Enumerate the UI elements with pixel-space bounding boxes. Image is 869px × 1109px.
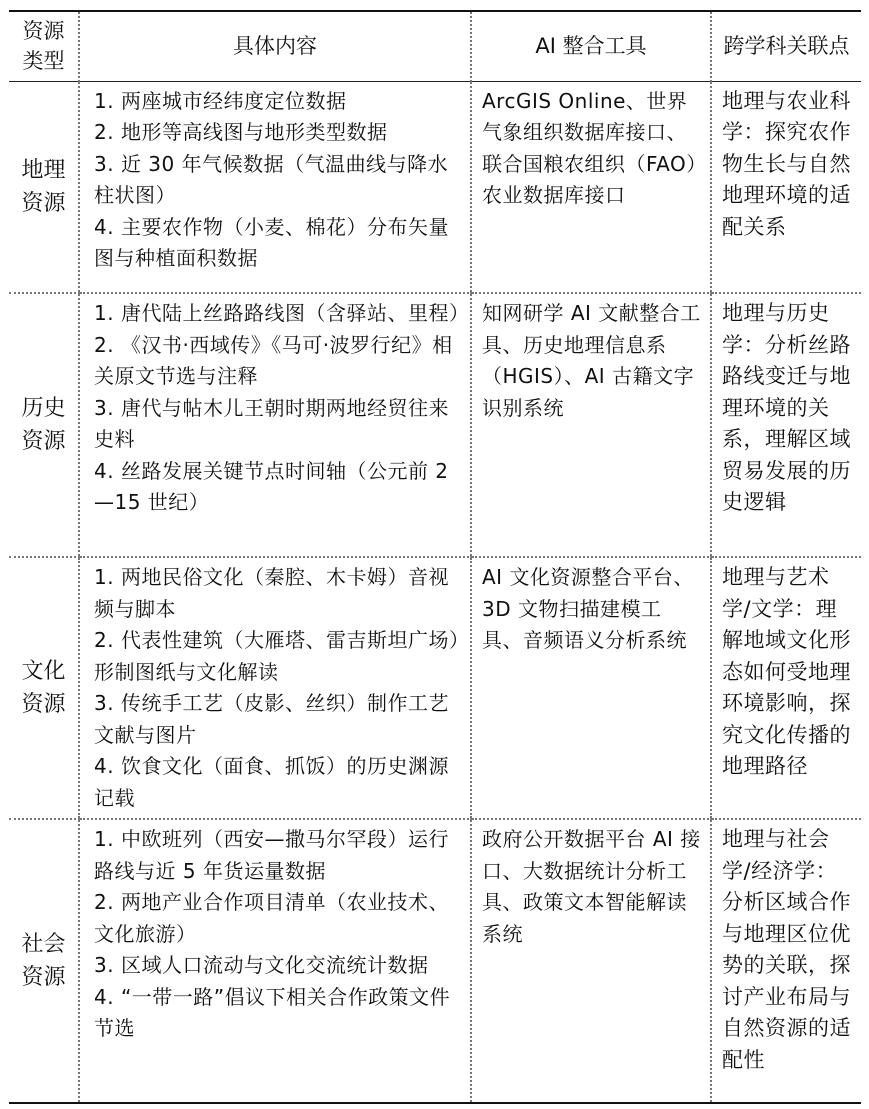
ai-tools-cell: 政府公开数据平台 AI 接口、大数据统计分析工具、政策文本智能解读系统 [471,819,711,1103]
content-item: 4. 主要农作物（小麦、棉花）分布矢量图与种植面积数据 [94,214,449,270]
header-content: 具体内容 [79,11,471,81]
content-cell [79,819,471,1103]
content-cell [79,557,471,819]
content-item: 4. 丝路发展关键节点时间轴（公元前 2—15 世纪） [94,458,449,514]
content-item: 3. 近 30 年气候数据（气温曲线与降水柱状图） [94,151,449,207]
header-resource-type: 资源类型 [9,11,79,81]
header-interdisciplinary: 跨学科关联点 [711,11,861,81]
interdisciplinary-cell: 地理与社会学/经济学：分析区域合作与地理区位优势的关联，探讨产业布局与自然资源的适配性 [711,819,861,1103]
interdisciplinary-cell: 地理与农业科学：探究农作物生长与自然地理环境的适配关系 [711,81,861,293]
content-cell [79,293,471,557]
resource-type-cell: 历史资源 [9,293,79,557]
resource-type-cell: 文化资源 [9,557,79,819]
table-row [9,819,861,1103]
content-item: 1. 中欧班列（西安—撒马尔罕段）运行路线与近 5 年货运量数据 [94,827,449,883]
ai-tools-cell: 知网研学 AI 文献整合工具、历史地理信息系（HGIS）、AI 古籍文字识别系统 [471,293,711,557]
resource-type-cell: 地理资源 [9,81,79,293]
content-item: 2. 两地产业合作项目清单（农业技术、文化旅游） [94,890,449,946]
content-item: 3. 区域人口流动与文化交流统计数据 [94,953,429,977]
ai-tools-cell: AI 文化资源整合平台、3D 文物扫描建模工具、音频语义分析系统 [471,557,711,819]
content-item: 3. 传统手工艺（皮影、丝织）制作工艺文献与图片 [94,691,449,747]
interdisciplinary-cell: 地理与历史学：分析丝路路线变迁与地理环境的关系，理解区域贸易发展的历史逻辑 [711,293,861,557]
content-item: 1. 两座城市经纬度定位数据 [94,88,347,113]
header-row [9,11,861,81]
ai-tools-cell: ArcGIS Online、世界气象组织数据库接口、联合国粮农组织（FAO）农业数据库接口 [471,81,711,293]
content-item: 4. “一带一路”倡议下相关合作政策文件节选 [94,984,451,1040]
content-item: 4. 饮食文化（面食、抓饭）的历史渊源记载 [94,754,449,810]
table-row [9,557,861,819]
content-item: 2. 代表性建筑（大雁塔、雷吉斯坦广场）形制图纸与文化解读 [94,628,460,684]
content-item: 2. 《汉书·西域传》《马可·波罗行纪》相关原文节选与注释 [94,332,453,388]
table-row [9,293,861,557]
content-item: 2. 地形等高线图与地形类型数据 [94,120,388,144]
resource-table [9,10,861,1104]
content-item: 3. 唐代与帖木儿王朝时期两地经贸往来史料 [94,395,449,451]
content-item: 1. 唐代陆上丝路路线图（含驿站、里程） [94,301,470,325]
content-item: 1. 两地民俗文化（秦腔、木卡姆）音视频与脚本 [94,565,449,621]
content-cell [79,81,471,293]
interdisciplinary-cell: 地理与艺术学/文学：理解地域文化形态如何受地理环境影响，探究文化传播的地理路径 [711,557,861,819]
header-ai-tools: AI 整合工具 [471,11,711,81]
table-row [9,81,861,293]
resource-type-cell: 社会资源 [21,932,66,990]
